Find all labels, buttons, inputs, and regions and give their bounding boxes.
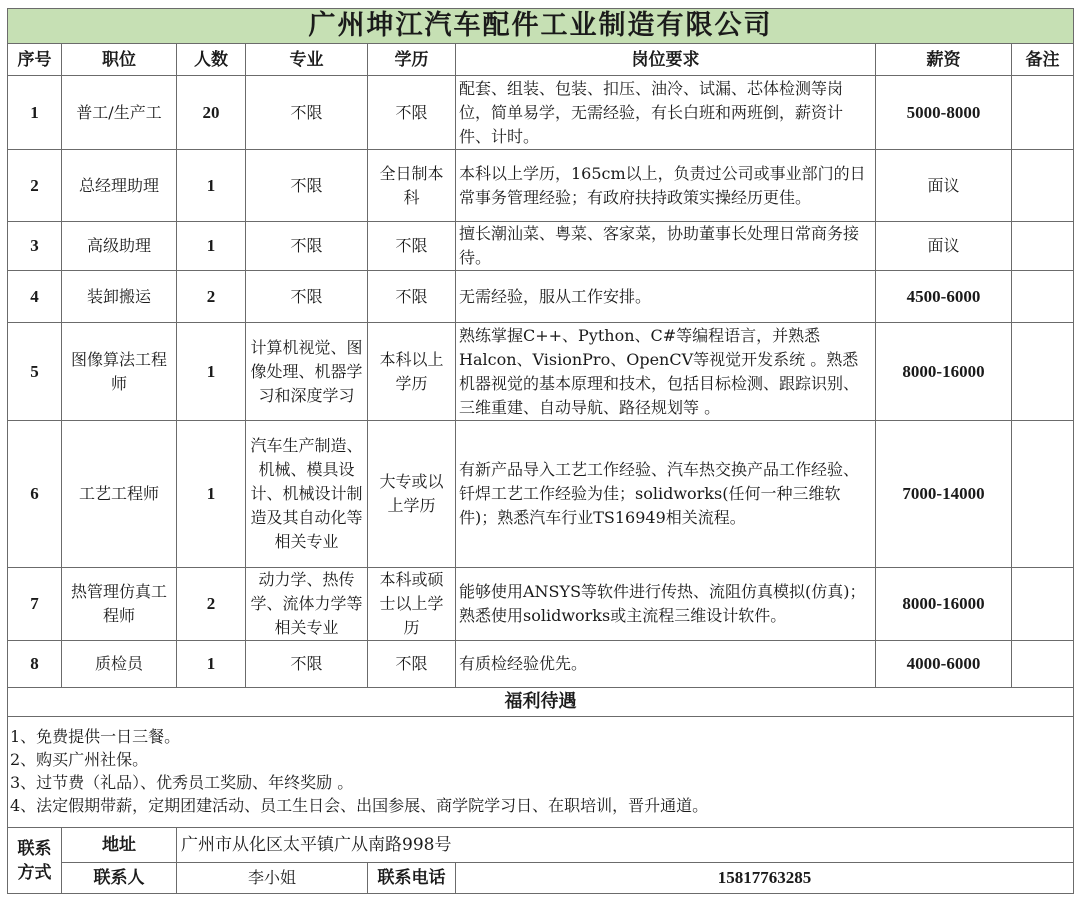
job-index: 3 (8, 222, 62, 271)
job-requirements: 有新产品导入工艺工作经验、汽车热交换产品工作经验、钎焊工艺工作经验为佳；solidworks(任何一种三维软件)；熟悉汽车行业TS16949相关流程。 (456, 421, 876, 568)
job-remarks (1012, 150, 1074, 222)
job-major: 不限 (246, 222, 368, 271)
job-count: 1 (177, 421, 246, 568)
job-position: 质检员 (62, 641, 177, 688)
job-education: 不限 (368, 222, 456, 271)
job-count: 20 (177, 76, 246, 150)
job-position: 工艺工程师 (62, 421, 177, 568)
header-salary: 薪资 (876, 44, 1012, 76)
job-position: 装卸搬运 (62, 271, 177, 323)
job-count: 1 (177, 222, 246, 271)
welfare-item: 2、购买广州社保。 (10, 750, 149, 769)
job-position: 高级助理 (62, 222, 177, 271)
welfare-item: 1、免费提供一日三餐。 (10, 727, 181, 746)
job-index: 8 (8, 641, 62, 688)
job-education: 本科或硕士以上学历 (368, 568, 456, 641)
job-remarks (1012, 271, 1074, 323)
header-major: 专业 (246, 44, 368, 76)
welfare-list (8, 717, 1074, 828)
header-count: 人数 (177, 44, 246, 76)
contact-section-label: 联系方式 (8, 828, 62, 894)
job-remarks (1012, 76, 1074, 150)
job-requirements: 熟练掌握C++、Python、C#等编程语言，并熟悉Halcon、VisionPro、OpenCV等视觉开发系统 。熟悉机器视觉的基本原理和技术，包括目标检测、跟踪识别、三维重建、自动导航、路径规划等 。 (456, 323, 876, 421)
table-header (8, 44, 1074, 76)
job-major: 不限 (246, 271, 368, 323)
job-remarks (1012, 421, 1074, 568)
job-education: 全日制本科 (368, 150, 456, 222)
job-position: 热管理仿真工程师 (62, 568, 177, 641)
job-index: 6 (8, 421, 62, 568)
job-position: 图像算法工程师 (62, 323, 177, 421)
job-count: 1 (177, 150, 246, 222)
job-requirements: 本科以上学历，165cm以上，负责过公司或事业部门的日常事务管理经验；有政府扶持政策实操经历更佳。 (456, 150, 876, 222)
contact-person-label: 联系人 (62, 863, 177, 894)
job-table (7, 8, 1074, 894)
job-count: 1 (177, 641, 246, 688)
job-education: 不限 (368, 641, 456, 688)
job-index: 2 (8, 150, 62, 222)
table-row (8, 76, 1074, 150)
job-requirements: 有质检经验优先。 (456, 641, 876, 688)
phone-value: 15817763285 (456, 863, 1074, 894)
job-major: 动力学、热传学、流体力学等相关专业 (246, 568, 368, 641)
contact-person-value: 李小姐 (177, 863, 368, 894)
job-salary: 面议 (876, 222, 1012, 271)
header-education: 学历 (368, 44, 456, 76)
job-requirements: 擅长潮汕菜、粤菜、客家菜，协助董事长处理日常商务接待。 (456, 222, 876, 271)
recruitment-sheet (7, 8, 1073, 894)
job-remarks (1012, 568, 1074, 641)
table-row (8, 568, 1074, 641)
job-education: 不限 (368, 271, 456, 323)
address-value: 广州市从化区太平镇广从南路998号 (177, 828, 1074, 863)
job-education: 本科以上学历 (368, 323, 456, 421)
phone-label: 联系电话 (368, 863, 456, 894)
table-row (8, 421, 1074, 568)
job-major: 不限 (246, 150, 368, 222)
job-major: 汽车生产制造、机械、模具设计、机械设计制造及其自动化等相关专业 (246, 421, 368, 568)
table-row (8, 150, 1074, 222)
job-requirements: 配套、组装、包装、扣压、油冷、试漏、芯体检测等岗位，简单易学，无需经验，有长白班和两班倒，薪资计件、计时。 (456, 76, 876, 150)
table-row (8, 641, 1074, 688)
company-title: 广州坤江汽车配件工业制造有限公司 (8, 9, 1074, 44)
job-remarks (1012, 323, 1074, 421)
job-requirements: 无需经验，服从工作安排。 (456, 271, 876, 323)
welfare-item: 3、过节费（礼品）、优秀员工奖励、年终奖励 。 (10, 773, 354, 792)
address-label: 地址 (62, 828, 177, 863)
job-index: 4 (8, 271, 62, 323)
job-salary: 5000-8000 (876, 76, 1012, 150)
table-row (8, 323, 1074, 421)
job-requirements: 能够使用ANSYS等软件进行传热、流阻仿真模拟(仿真)；熟悉使用solidworks或主流程三维设计软件。 (456, 568, 876, 641)
welfare-title: 福利待遇 (8, 688, 1074, 717)
job-remarks (1012, 641, 1074, 688)
job-count: 2 (177, 568, 246, 641)
job-education: 不限 (368, 76, 456, 150)
job-salary: 8000-16000 (876, 568, 1012, 641)
job-major: 不限 (246, 641, 368, 688)
header-requirements: 岗位要求 (456, 44, 876, 76)
table-row (8, 271, 1074, 323)
job-count: 2 (177, 271, 246, 323)
job-index: 1 (8, 76, 62, 150)
header-position: 职位 (62, 44, 177, 76)
welfare-item: 4、法定假期带薪，定期团建活动、员工生日会、出国参展、商学院学习日、在职培训，晋升通道。 (10, 796, 709, 815)
header-remarks: 备注 (1012, 44, 1074, 76)
job-major: 不限 (246, 76, 368, 150)
job-major: 计算机视觉、图像处理、机器学习和深度学习 (246, 323, 368, 421)
job-position: 普工/生产工 (62, 76, 177, 150)
job-index: 7 (8, 568, 62, 641)
job-education: 大专或以上学历 (368, 421, 456, 568)
job-count: 1 (177, 323, 246, 421)
job-salary: 7000-14000 (876, 421, 1012, 568)
job-index: 5 (8, 323, 62, 421)
job-salary: 面议 (876, 150, 1012, 222)
job-position: 总经理助理 (62, 150, 177, 222)
job-remarks (1012, 222, 1074, 271)
job-salary: 8000-16000 (876, 323, 1012, 421)
header-index: 序号 (8, 44, 62, 76)
table-row (8, 222, 1074, 271)
job-salary: 4000-6000 (876, 641, 1012, 688)
job-salary: 4500-6000 (876, 271, 1012, 323)
